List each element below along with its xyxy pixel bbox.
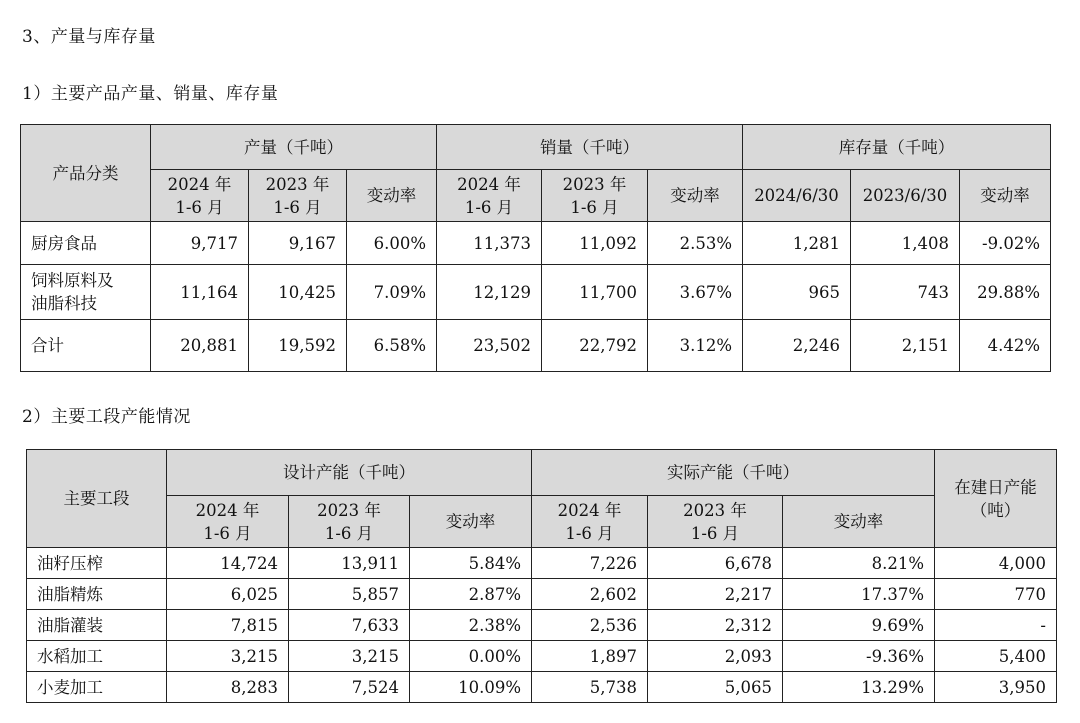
header-inventory-group: 库存量（千吨） <box>743 125 1051 170</box>
cell-value: 4.42% <box>960 320 1051 372</box>
cell-value: 2.87% <box>410 579 532 610</box>
table-row <box>21 222 1051 265</box>
row-stage: 油籽压榨 <box>27 548 167 579</box>
header-production-2024: 2024 年 1-6 月 <box>151 170 249 222</box>
cell-value: 5,400 <box>935 641 1057 672</box>
cell-value: 22,792 <box>542 320 648 372</box>
table-row <box>27 610 1057 641</box>
cell-value: 12,129 <box>437 265 542 320</box>
cell-value: 2,312 <box>648 610 783 641</box>
header-actual-capacity-group: 实际产能（千吨） <box>532 450 935 496</box>
row-stage: 油脂灌装 <box>27 610 167 641</box>
cell-value: 5,738 <box>532 672 648 703</box>
cell-value: 11,373 <box>437 222 542 265</box>
header-design-2023: 2023 年 1-6 月 <box>289 496 410 548</box>
cell-value: 29.88% <box>960 265 1051 320</box>
cell-value: 0.00% <box>410 641 532 672</box>
cell-value: 9,717 <box>151 222 249 265</box>
row-category: 饲料原料及 油脂科技 <box>21 265 151 320</box>
row-stage: 油脂精炼 <box>27 579 167 610</box>
header-actual-2024: 2024 年 1-6 月 <box>532 496 648 548</box>
cell-value: 3.12% <box>648 320 743 372</box>
cell-value: 13.29% <box>783 672 935 703</box>
header-actual-change: 变动率 <box>783 496 935 548</box>
cell-value: 7,226 <box>532 548 648 579</box>
section-title: 3、产量与库存量 <box>22 27 156 47</box>
cell-value: 14,724 <box>167 548 289 579</box>
subsection-title-output-sales-inventory: 1）主要产品产量、销量、库存量 <box>22 84 279 104</box>
cell-value: -9.36% <box>783 641 935 672</box>
header-design-capacity-group: 设计产能（千吨） <box>167 450 532 496</box>
cell-value: 5,857 <box>289 579 410 610</box>
header-inventory-2024: 2024/6/30 <box>743 170 851 222</box>
cell-value: 7,633 <box>289 610 410 641</box>
cell-value: 5.84% <box>410 548 532 579</box>
cell-value: 3,950 <box>935 672 1057 703</box>
row-stage: 小麦加工 <box>27 672 167 703</box>
row-stage: 水稻加工 <box>27 641 167 672</box>
cell-value: 770 <box>935 579 1057 610</box>
cell-value: 3,215 <box>289 641 410 672</box>
cell-value: 13,911 <box>289 548 410 579</box>
cell-value: 7.09% <box>347 265 437 320</box>
cell-value: 7,524 <box>289 672 410 703</box>
row-category: 厨房食品 <box>21 222 151 265</box>
table-row <box>27 548 1057 579</box>
cell-value: 2,093 <box>648 641 783 672</box>
cell-value: 1,408 <box>851 222 960 265</box>
cell-value: 11,700 <box>542 265 648 320</box>
table-row <box>21 265 1051 320</box>
cell-value: 3,215 <box>167 641 289 672</box>
table-row <box>27 579 1057 610</box>
header-actual-2023: 2023 年 1-6 月 <box>648 496 783 548</box>
cell-value: 20,881 <box>151 320 249 372</box>
cell-value: 1,897 <box>532 641 648 672</box>
header-under-construction-daily-capacity: 在建日产能 （吨） <box>935 450 1057 548</box>
cell-value: 2.53% <box>648 222 743 265</box>
header-main-stage: 主要工段 <box>27 450 167 548</box>
cell-value: 8.21% <box>783 548 935 579</box>
subsection-title-capacity: 2）主要工段产能情况 <box>22 407 191 427</box>
header-sales-change: 变动率 <box>648 170 743 222</box>
capacity-table <box>26 449 1057 703</box>
table-row <box>21 320 1051 372</box>
cell-value: 9.69% <box>783 610 935 641</box>
cell-value: 2,536 <box>532 610 648 641</box>
cell-value: 4,000 <box>935 548 1057 579</box>
header-production-2023: 2023 年 1-6 月 <box>249 170 347 222</box>
cell-value: 11,092 <box>542 222 648 265</box>
cell-value: 11,164 <box>151 265 249 320</box>
cell-value: 19,592 <box>249 320 347 372</box>
cell-value: 743 <box>851 265 960 320</box>
header-inventory-change: 变动率 <box>960 170 1051 222</box>
cell-value: 2,217 <box>648 579 783 610</box>
cell-value: 8,283 <box>167 672 289 703</box>
cell-value: 2,151 <box>851 320 960 372</box>
header-product-category: 产品分类 <box>21 125 151 222</box>
cell-value: 10.09% <box>410 672 532 703</box>
header-sales-2024: 2024 年 1-6 月 <box>437 170 542 222</box>
cell-value: 965 <box>743 265 851 320</box>
cell-value: 2,602 <box>532 579 648 610</box>
cell-value: 5,065 <box>648 672 783 703</box>
header-sales-2023: 2023 年 1-6 月 <box>542 170 648 222</box>
header-production-group: 产量（千吨） <box>151 125 437 170</box>
cell-value: 6,025 <box>167 579 289 610</box>
cell-value: - <box>935 610 1057 641</box>
cell-value: 6,678 <box>648 548 783 579</box>
header-sales-group: 销量（千吨） <box>437 125 743 170</box>
cell-value: 23,502 <box>437 320 542 372</box>
cell-value: 6.58% <box>347 320 437 372</box>
cell-value: 10,425 <box>249 265 347 320</box>
row-category: 合计 <box>21 320 151 372</box>
header-production-change: 变动率 <box>347 170 437 222</box>
table-row <box>27 641 1057 672</box>
header-design-2024: 2024 年 1-6 月 <box>167 496 289 548</box>
cell-value: 7,815 <box>167 610 289 641</box>
header-design-change: 变动率 <box>410 496 532 548</box>
header-inventory-2023: 2023/6/30 <box>851 170 960 222</box>
cell-value: -9.02% <box>960 222 1051 265</box>
cell-value: 1,281 <box>743 222 851 265</box>
table-row <box>27 672 1057 703</box>
cell-value: 2.38% <box>410 610 532 641</box>
output-sales-inventory-table <box>20 124 1051 372</box>
cell-value: 9,167 <box>249 222 347 265</box>
cell-value: 17.37% <box>783 579 935 610</box>
cell-value: 2,246 <box>743 320 851 372</box>
cell-value: 3.67% <box>648 265 743 320</box>
cell-value: 6.00% <box>347 222 437 265</box>
